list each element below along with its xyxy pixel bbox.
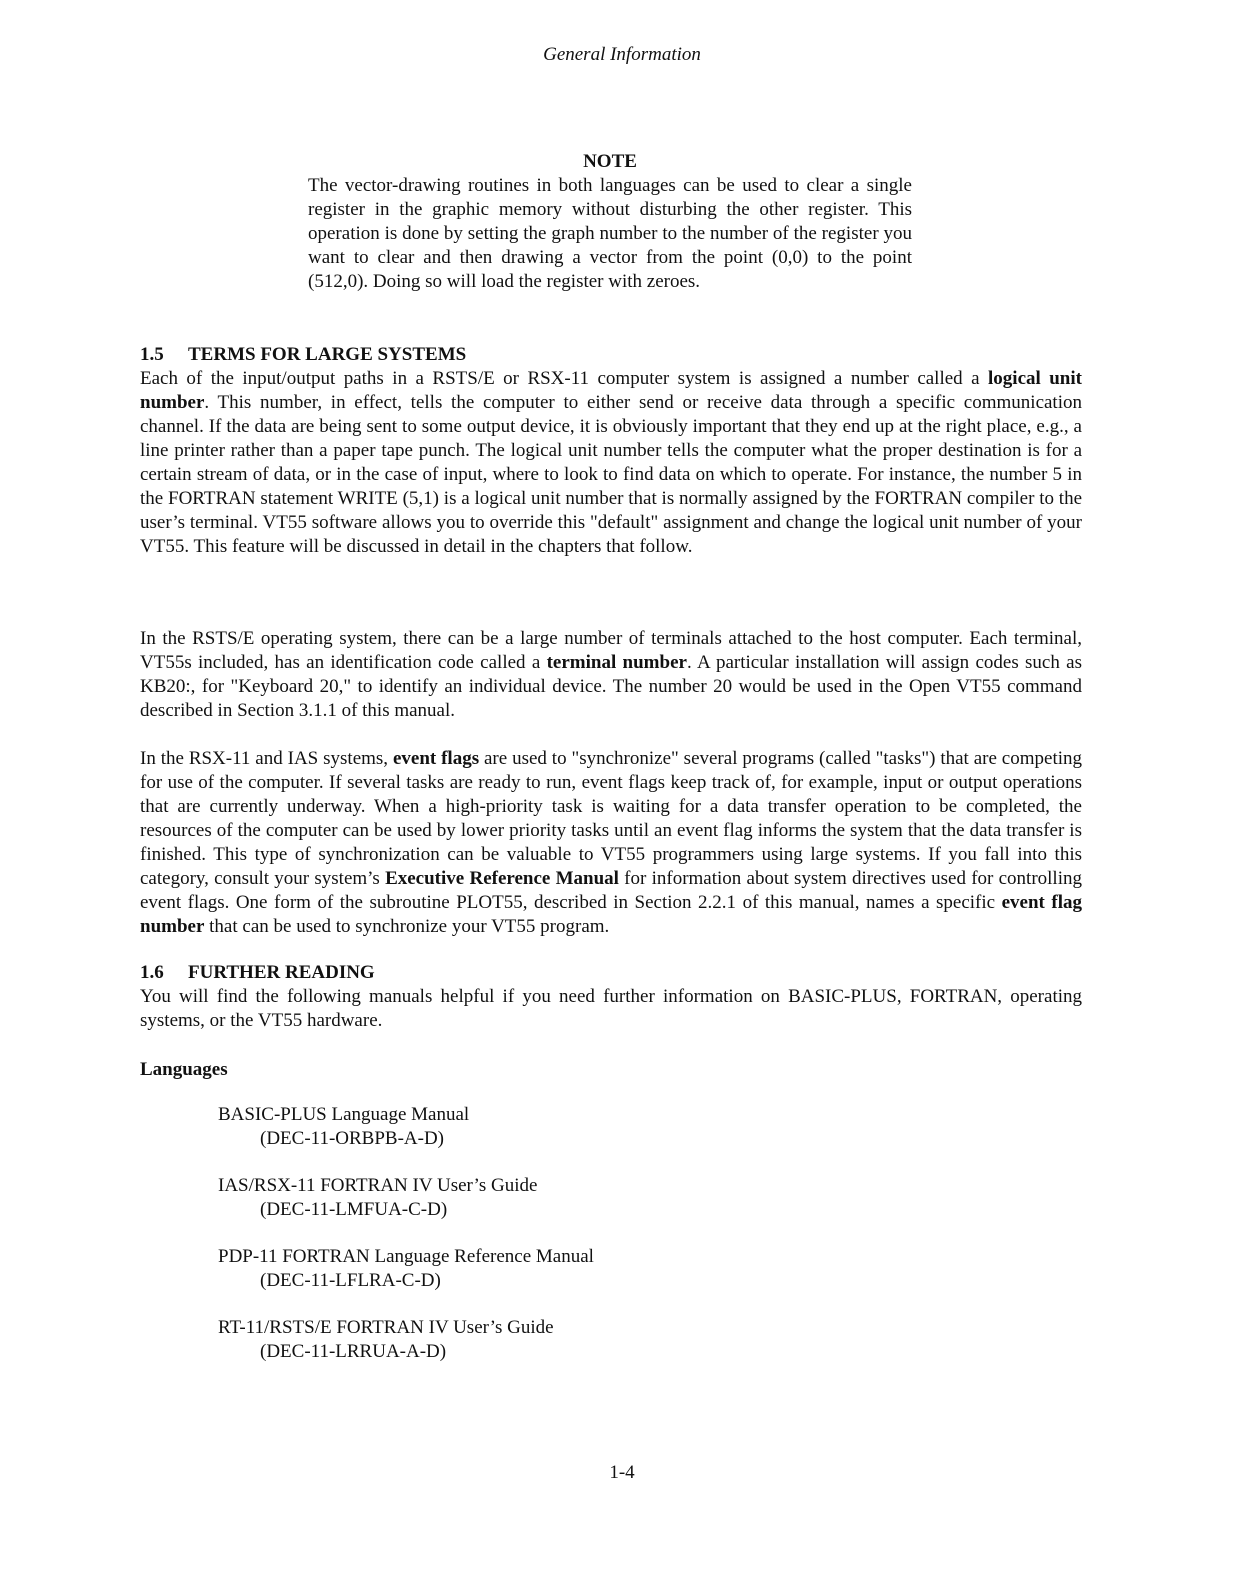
term-terminal-number: terminal number: [546, 652, 687, 673]
manual-code: (DEC-11-LRRUA-A-D): [260, 1341, 447, 1362]
manual-item: [218, 1316, 918, 1364]
note-box: [308, 150, 912, 294]
paragraph-event-flags: In the RSX-11 and IAS systems, event flags are used to "synchronize" several programs (called "tasks") that are competing for use of the computer. If several tasks are ready to run, event flags keep track of, for example, input or output operations that are currently underway. When a high-priority task is waiting for a data transfer operation to be completed, the resources of the computer can be used by lower priority tasks until an event flag informs the system that the data transfer is finished. This type of synchronization can be valuable to VT55 programmers using large systems. If you fall into this category, consult your system’s Executive Reference Manual for information about system directives used for controlling event flags. One form of the subroutine PLOT55, described in Section 2.2.1 of this manual, names a specific event flag number that can be used to synchronize your VT55 program.: [140, 748, 1082, 937]
section-heading: [140, 961, 1082, 985]
term-event-flags: event flags: [392, 748, 480, 769]
manual-item: [218, 1245, 918, 1293]
section-1-5: [140, 343, 1082, 559]
manual-title: IAS/RSX-11 FORTRAN IV User’s Guide: [218, 1175, 538, 1196]
manual-title: RT-11/RSTS/E FORTRAN IV User’s Guide: [218, 1317, 554, 1338]
paragraph-terminal-number: In the RSTS/E operating system, there can be a large number of terminals attached to the host computer. Each terminal, VT55s included, has an identification code called a terminal number. A particular installation will assign codes such as KB20:, for "Keyboard 20," to identify an individual device. The number 20 would be used in the Open VT55 command described in Section 3.1.1 of this manual.: [140, 628, 1082, 721]
manual-item: [218, 1174, 918, 1222]
section-number: 1.6: [140, 962, 164, 983]
term-event-flag-number: event flag number: [140, 892, 1082, 937]
paragraph-logical-unit: Each of the input/output paths in a RSTS/E or RSX-11 computer system is assigned a number called a logical unit number. This number, in effect, tells the computer to either send or receive data through a specific communication channel. If the data are being sent to some output device, it is obviously important that they end up at the right place, e.g., a line printer rather than a paper tape punch. The logical unit number tells the computer what the proper destination is for a certain stream of data, or in the case of input, where to look to find data on which to operate. For instance, the number 5 in the FORTRAN statement WRITE (5,1) is a logical unit number that is normally assigned by the FORTRAN compiler to the user’s terminal. VT55 software allows you to override this "default" assignment and change the logical unit number of your VT55. This feature will be discussed in detail in the chapters that follow.: [140, 368, 1082, 557]
term-logical-unit-number: logical unit number: [140, 368, 1082, 413]
manual-title: PDP-11 FORTRAN Language Reference Manual: [218, 1246, 594, 1267]
further-reading-intro: You will find the following manuals helpful if you need further information on BASIC-PLUS, FORTRAN, operating systems, or the VT55 hardware.: [140, 986, 1082, 1031]
manual-code: (DEC-11-LMFUA-C-D): [260, 1199, 448, 1220]
term-executive-reference-manual: Executive Reference Manual: [385, 868, 619, 889]
manual-list: [218, 1103, 918, 1387]
section-title: FURTHER READING: [188, 962, 375, 983]
languages-subhead: Languages: [140, 1059, 228, 1080]
manual-title: BASIC-PLUS Language Manual: [218, 1104, 470, 1125]
manual-item: [218, 1103, 918, 1151]
running-header: General Information: [543, 44, 701, 65]
section-title: TERMS FOR LARGE SYSTEMS: [188, 344, 467, 365]
section-heading: [140, 343, 1082, 367]
page-number: 1-4: [609, 1462, 635, 1483]
manual-code: (DEC-11-LFLRA-C-D): [260, 1270, 441, 1291]
manual-code: (DEC-11-ORBPB-A-D): [260, 1128, 445, 1149]
note-title: NOTE: [583, 151, 637, 172]
section-1-6: [140, 961, 1082, 1033]
section-number: 1.5: [140, 344, 164, 365]
note-text: The vector-drawing routines in both languages can be used to clear a single register in the graphic memory without disturbing the other register. This operation is done by setting the graph number to the number of the register you want to clear and then drawing a vector from the point (0,0) to the point (512,0). Doing so will load the register with zeroes.: [308, 175, 912, 292]
